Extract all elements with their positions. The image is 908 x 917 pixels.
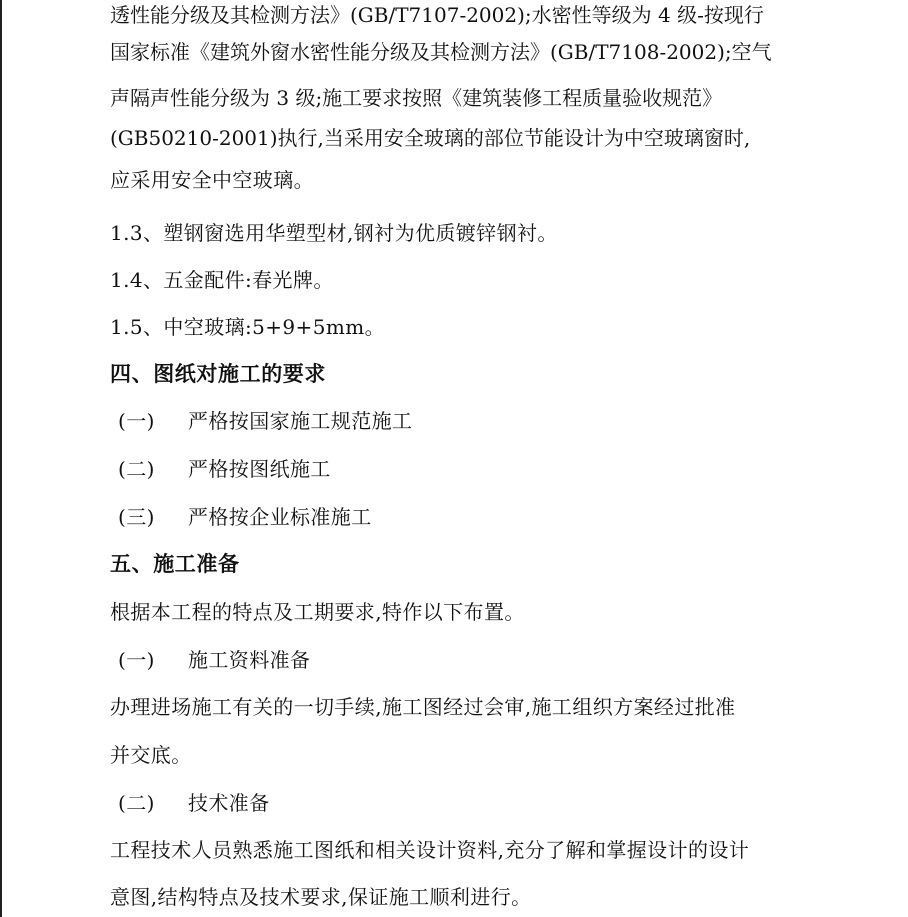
sub-title: 施工资料准备	[188, 648, 311, 672]
section-5-heading: 五、施工准备	[110, 552, 240, 576]
paragraph-line: 透性能分级及其检测方法》(GB/T7107-2002);水密性等级为 4 级-按现行	[110, 3, 764, 27]
section-5-intro: 根据本工程的特点及工期要求,特作以下布置。	[110, 600, 525, 624]
item-number: (三)	[118, 505, 155, 529]
item-1-5: 1.5、中空玻璃:5+9+5mm。	[110, 315, 385, 339]
sub-number: (一)	[118, 648, 155, 672]
item-text: 严格按图纸施工	[188, 457, 331, 481]
paragraph-line: 并交底。	[110, 743, 192, 767]
item-text: 严格按企业标准施工	[188, 505, 372, 529]
section-4-item	[118, 407, 412, 435]
section-5-sub2-heading	[118, 789, 270, 817]
section-4-item	[118, 503, 372, 531]
sub-title: 技术准备	[188, 791, 270, 815]
section-4-heading: 四、图纸对施工的要求	[110, 362, 326, 386]
section-4-item	[118, 455, 331, 483]
section-5-sub1-heading	[118, 646, 310, 674]
paragraph-line: 国家标准《建筑外窗水密性能分级及其检测方法》(GB/T7108-2002);空气	[110, 40, 772, 64]
item-number: (二)	[118, 457, 155, 481]
page-edge-rule	[0, 0, 2, 917]
paragraph-line: 应采用安全中空玻璃。	[110, 168, 314, 192]
paragraph-line: (GB50210-2001)执行,当采用安全玻璃的部位节能设计为中空玻璃窗时,	[110, 126, 751, 150]
item-text: 严格按国家施工规范施工	[188, 409, 413, 433]
paragraph-line: 声隔声性能分级为 3 级;施工要求按照《建筑装修工程质量验收规范》	[110, 86, 723, 110]
sub-number: (二)	[118, 791, 155, 815]
paragraph-line: 工程技术人员熟悉施工图纸和相关设计资料,充分了解和掌握设计的设计	[110, 838, 750, 862]
paragraph-line: 办理进场施工有关的一切手续,施工图经过会审,施工组织方案经过批准	[110, 695, 736, 719]
paragraph-line: 意图,结构特点及技术要求,保证施工顺利进行。	[110, 885, 532, 909]
item-number: (一)	[118, 409, 155, 433]
item-1-3: 1.3、塑钢窗选用华塑型材,钢衬为优质镀锌钢衬。	[110, 221, 558, 245]
item-1-4: 1.4、五金配件:春光牌。	[110, 268, 334, 292]
